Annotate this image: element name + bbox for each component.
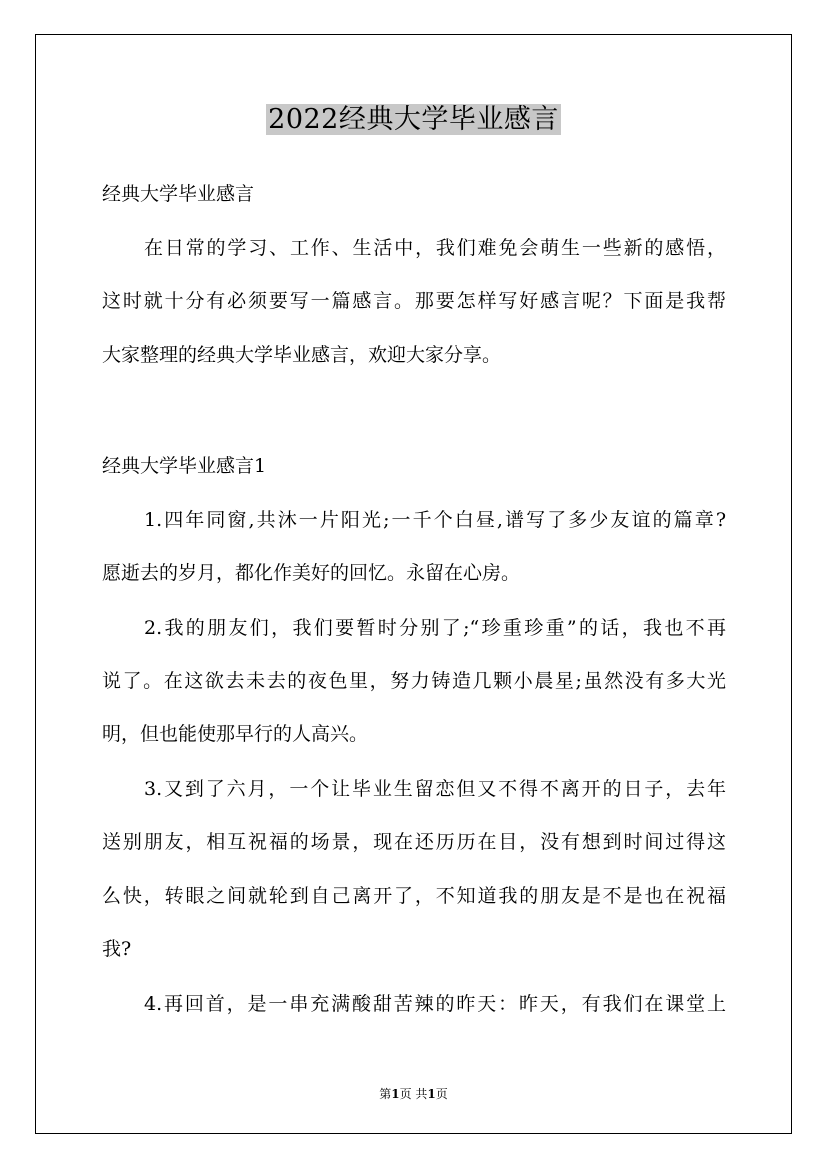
page-total: 1	[427, 1087, 436, 1101]
paragraph-line: 明，但也能使那早行的人高兴。	[102, 723, 369, 745]
paragraph-line: 1.四年同窗,共沐一片阳光;一千个白昼,谱写了多少友谊的篇章?	[144, 509, 726, 531]
paragraph-line: 4.再回首，是一串充满酸甜苦辣的昨天：昨天，有我们在课堂上	[144, 993, 726, 1015]
paragraph-line: 说了。在这欲去未去的夜色里，努力铸造几颗小晨星;虽然没有多大光	[102, 670, 726, 692]
document-title-block	[0, 102, 827, 138]
page-footer	[0, 1085, 827, 1102]
intro-line: 大家整理的经典大学毕业感言，欢迎大家分享。	[102, 344, 502, 366]
paragraph-line: 愿逝去的岁月，都化作美好的回忆。永留在心房。	[102, 562, 521, 584]
section-heading: 经典大学毕业感言1	[102, 455, 267, 477]
paragraph-line: 我?	[102, 938, 132, 960]
paragraph-line: 3.又到了六月，一个让毕业生留恋但又不得不离开的日子，去年	[144, 778, 726, 800]
subtitle: 经典大学毕业感言	[102, 183, 255, 205]
document-title: 2022经典大学毕业感言	[268, 104, 559, 135]
paragraph-line: 么快，转眼之间就轮到自己离开了，不知道我的朋友是不是也在祝福	[102, 885, 726, 907]
page-number: 1	[391, 1087, 400, 1101]
page-mid: 页 共	[399, 1087, 428, 1101]
page-prefix: 第	[379, 1087, 392, 1101]
intro-line: 这时就十分有必须要写一篇感言。那要怎样写好感言呢？下面是我帮	[102, 290, 726, 312]
paragraph-line: 2.我的朋友们，我们要暂时分别了;“珍重珍重”的话，我也不再	[144, 617, 726, 639]
paragraph-line: 送别朋友，相互祝福的场景，现在还历历在目，没有想到时间过得这	[102, 831, 726, 853]
intro-line: 在日常的学习、工作、生活中，我们难免会萌生一些新的感悟，	[144, 237, 726, 259]
page-suffix: 页	[435, 1087, 448, 1101]
